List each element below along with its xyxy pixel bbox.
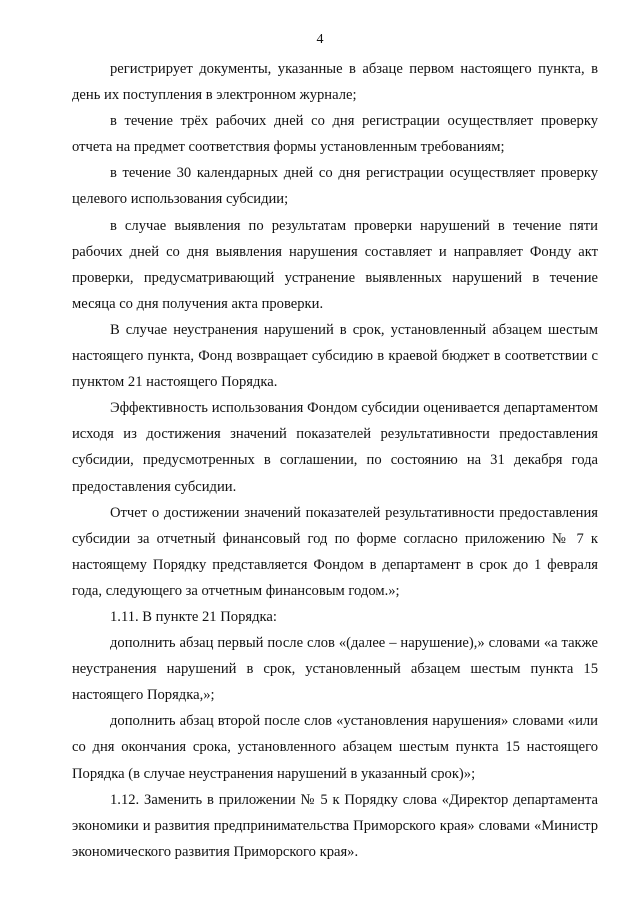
paragraph-efficiency: Эффективность использования Фондом субсидии оценивается департаментом исходя из достижения значений показателей результативности предоставления субсидии, предусмотренных в соглашении, по состоянию на 31 декабря года предоставления субсидии. bbox=[72, 400, 598, 495]
paragraph-report-submission: Отчет о достижении значений показателей результативности предоставления субсидии за отчетный финансовый год по форме согласно приложению № 7 к настоящему Порядку представляется Фондом в департамент в срок до 1 февраля года, следующего за отчетным финансовым годом.»; bbox=[72, 504, 598, 599]
paragraph-subsidy-return: В случае неустранения нарушений в срок, установленный абзацем шестым настоящего пункта, Фонд возвращает субсидию в краевой бюджет в соответствии с пунктом 21 настоящего Порядка. bbox=[72, 321, 598, 391]
paragraph-violations-act: в случае выявления по результатам проверки нарушений в течение пяти рабочих дней со дня выявления нарушения составляет и направляет Фонду акт проверки, предусматривающий устранение выявленных нарушений в течение месяца со дня получения акта проверки. bbox=[72, 217, 598, 312]
paragraph-item-1-11: 1.11. В пункте 21 Порядка: bbox=[110, 608, 277, 625]
paragraph-target-use-check: в течение 30 календарных дней со дня регистрации осуществляет проверку целевого использования субсидии; bbox=[72, 165, 598, 208]
document-body bbox=[72, 56, 598, 865]
paragraph-amend-first: дополнить абзац первый после слов «(далее – нарушение),» словами «а также неустранения нарушений в срок, установленный абзацем шестым пункта 15 настоящего Порядка,»; bbox=[72, 635, 598, 704]
page-number: 4 bbox=[316, 32, 324, 47]
paragraph-register-documents: регистрирует документы, указанные в абзаце первом настоящего пункта, в день их поступления в электронном журнале; bbox=[72, 61, 598, 104]
paragraph-amend-second: дополнить абзац второй после слов «установления нарушения» словами «или со дня окончания срока, установленного абзацем шестым пункта 15 настоящего Порядка (в случае неустранения нарушений в указанный срок)»; bbox=[72, 713, 598, 782]
paragraph-item-1-12: 1.12. Заменить в приложении № 5 к Порядку слова «Директор департамента экономики и развития предпринимательства Приморского края» словами «Министр экономического развития Приморского края». bbox=[72, 791, 598, 860]
paragraph-report-check: в течение трёх рабочих дней со дня регистрации осуществляет проверку отчета на предмет соответствия формы установленным требованиям; bbox=[72, 113, 598, 156]
